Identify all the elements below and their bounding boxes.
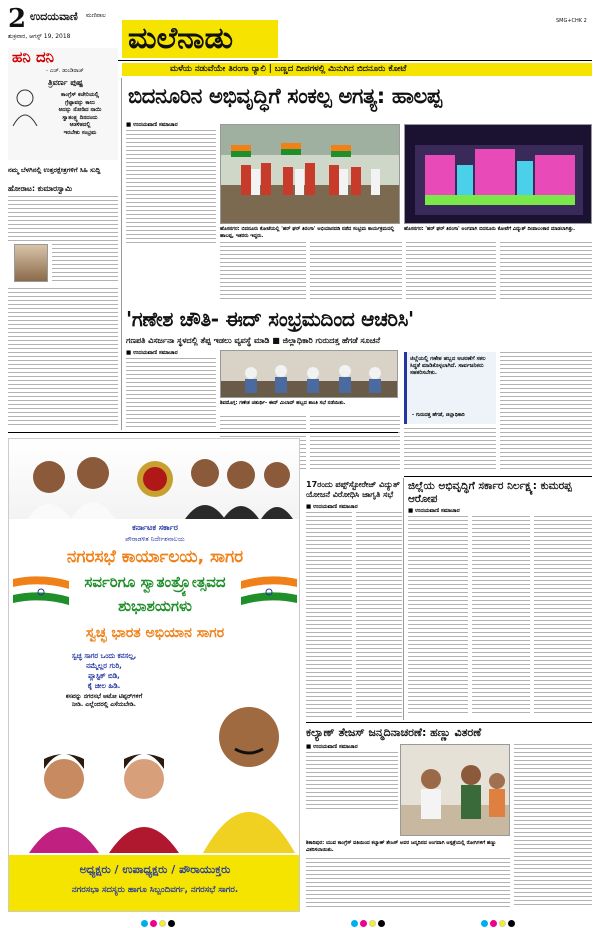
main-photo-1-caption: ಹೊಸನಗರ: ಬಿದನೂರು ಕೋಟೆಯಲ್ಲಿ 'ಹರ್ ಘರ್ ತಿರಂಗಾ' ಅಭಿಯಾನದಡಿ ನಡೆದ ಸಂಭ್ರಮ ಕಾರ್ಯಕ್ರಮದಲ್ಲಿ ಹಾಲಪ್ಪ, ಇತರರು ಇದ್ದರು.: [220, 226, 395, 239]
district-text-col2: [472, 516, 530, 716]
column-rule: [403, 478, 404, 720]
power-byline: ■ ಉದಯವಾಣಿ ಸಮಾಚಾರ: [306, 504, 358, 510]
main-text-col3: [310, 242, 402, 302]
district-byline: ■ ಉದಯವಾಣಿ ಸಮಾಚಾರ: [408, 508, 460, 514]
main-text-col4: [406, 242, 496, 302]
fruit-headline: ಕಲ್ಯಾಣ್ ತೇಜಸ್ ಜನ್ಮದಿನಾಚರಣೆ: ಹಣ್ಣು ವಿತರಣೆ: [306, 726, 482, 739]
ad-footer-1: ಅಧ್ಯಕ್ಷರು / ಉಪಾಧ್ಯಕ್ಷರು / ಪೌರಾಯುಕ್ತರು: [79, 863, 231, 876]
registration-dot: [499, 920, 506, 927]
section-rule: [306, 722, 592, 723]
power-text-col1: [306, 512, 352, 718]
portrait-vice-president: [29, 739, 99, 853]
slogan-line: ಸ್ವಚ್ಛ ಸಾಗರ ಒಂದು ಕನಸಲ್ಲ,: [71, 652, 137, 660]
registration-dot: [378, 920, 385, 927]
registration-dot: [150, 920, 157, 927]
leader-photos: [9, 439, 300, 519]
left-story-text: [52, 244, 118, 284]
main-photo-1: [220, 124, 400, 224]
hanidani-author: - ಎಚ್. ಡುಂಡಿರಾಜ್: [46, 68, 84, 74]
main-byline: ■ ಉದಯವಾಣಿ ಸಮಾಚಾರ: [126, 122, 178, 128]
ad-slogan: [29, 651, 179, 691]
registration-dot: [168, 920, 175, 927]
poem-line: ಸ್ವಾತಂತ್ರ್ಯ ದಿನದಂದು: [62, 114, 98, 121]
ad-note: [19, 693, 189, 709]
ganesha-photo-caption: ಶಿವಮೊಗ್ಗ: ಗಣೇಶ ಚತುರ್ಥಿ- ಈದ್ ಮಿಲಾದ್ ಹಬ್ಬದ ಶಾಂತಿ ಸಭೆ ನಡೆಯಿತು.: [220, 400, 346, 406]
ticker-text: ಮಳೆಯ ನಡುವೆಯೇ ತಿರಂಗಾ ರ್‍ಯಾಲಿ | ಬಣ್ಣದ ದೀಪಗಳಲ್ಲಿ ಮಿನುಗಿದ ಬಿದನೂರು ಕೋಟೆ: [170, 64, 407, 74]
issue-date: ಶುಕ್ರವಾರ, ಆಗಸ್ಟ್ 19, 2018: [8, 33, 71, 40]
slogan-line: ಪ್ಲಾಸ್ಟಿಕ್ ಬಿಡಿ,: [88, 672, 120, 680]
district-text-col1: [408, 516, 468, 716]
left-story-kicker: ನಮ್ಮ ಬೆಳಗಿನಲ್ಲಿ ಉತ್ತರಕ್ಷೇತ್ರಗಳಿಗೆ ಸಿಹಿ ಸುದ್ದಿ: [8, 166, 101, 174]
ganesha-quote: ಜಿಲ್ಲೆಯಲ್ಲಿ ಗಣೇಶ ಹಬ್ಬದ ಆಚರಣೆಗೆ ಸಕಲ ಸಿದ್ಧತೆ ಮಾಡಿಕೊಳ್ಳಲಾಗಿದೆ. ಸಾರ್ವಜನಿಕರು ಸಹಕರಿಸಬೇಕು.: [410, 356, 486, 376]
ad-greeting-2: ಶುಭಾಶಯಗಳು: [118, 597, 192, 615]
left-story-photo: [14, 244, 48, 282]
portrait-commissioner: [109, 739, 179, 853]
registration-dot: [159, 920, 166, 927]
registration-dot: [508, 920, 515, 927]
section-rule: [404, 476, 592, 477]
fruit-byline: ■ ಉದಯವಾಣಿ ಸಮಾಚಾರ: [306, 744, 358, 750]
registration-marks: [350, 912, 386, 928]
ad-note-line: ನೀಡಿ. ಎಲ್ಲೆಂದರಲ್ಲಿ ಎಸೆಯಬೇಡಿ.: [72, 701, 136, 708]
edition-label: ಮಣಿಪಾಲ: [86, 12, 106, 19]
poem-title: ತ್ರಿವರ್ಣ ಪುಷ್ಪ: [48, 78, 83, 87]
registration-marks: [480, 912, 516, 928]
registration-dot: [481, 920, 488, 927]
poem-body: [44, 92, 116, 137]
poem-line: ಕಾಂಗ್ರೆಸ್ ಕಚೇರಿಯಲ್ಲಿ: [61, 92, 99, 98]
ganesha-byline: ■ ಉದಯವಾಣಿ ಸಮಾಚಾರ: [126, 350, 178, 356]
ad-govt: ಕರ್ನಾಟಕ ಸರ್ಕಾರ: [132, 523, 178, 532]
ad-campaign: ಸ್ವಚ್ಛ ಭಾರತ ಅಭಿಯಾನ ಸಾಗರ: [85, 625, 225, 641]
left-story-text: [8, 196, 118, 242]
registration-dot: [360, 920, 367, 927]
hanidani-title: ಹನಿ ದನಿ: [12, 48, 54, 66]
poem-line: ಆಡಳಿತದಲ್ಲಿ: [69, 122, 91, 128]
ad-directorate: ಪೌರಾಡಳಿತ ನಿರ್ದೇಶನಾಲಯ: [125, 535, 185, 543]
ad-footer-2: ನಗರಸಭಾ ಸದಸ್ಯರು ಹಾಗೂ ಸಿಬ್ಬಂದಿವರ್ಗ, ನಗರಸಭೆ ಸಾಗರ.: [71, 885, 239, 895]
fruit-text-col2: [306, 858, 510, 908]
main-headline: ಬಿದನೂರಿನ ಅಭಿವೃದ್ಧಿಗೆ ಸಂಕಲ್ಪ ಅಗತ್ಯ: ಹಾಲಪ್ಪ: [128, 84, 442, 108]
page-code: SMG+CHK 2: [556, 18, 587, 24]
registration-dot: [351, 920, 358, 927]
left-story-headline: ಹೋರಾಟ: ಕುಮಾರಸ್ವಾಮಿ: [8, 184, 73, 193]
poem-line: ಅದನ್ನು ನೋಡಿದ ನಾಯಿ: [58, 107, 102, 113]
registration-dot: [141, 920, 148, 927]
ganesha-headline: 'ಗಣೇಶ ಚೌತಿ- ಈದ್ ಸಂಭ್ರಮದಿಂದ ಆಚರಿಸಿ': [126, 307, 414, 331]
fruit-text-col3: [514, 744, 592, 908]
govt-ad: [8, 438, 300, 912]
slogan-line: ಕೈ ಚೀಲ ಹಿಡಿ.: [87, 682, 121, 690]
paper-name: ಉದಯವಾಣಿ: [30, 10, 78, 23]
fruit-photo-caption: ಶಿಕಾರಿಪುರ: ಯುವ ಕಾಂಗ್ರೆಸ್ ವತಿಯಿಂದ ಕಲ್ಯಾಣ್ ತೇಜಸ್ ಅವರ ಜನ್ಮದಿನದ ಅಂಗವಾಗಿ ಆಸ್ಪತ್ರೆಯಲ್ಲಿ ರೋಗಿಗಳಿಗೆ ಹಣ್ಣು ವಿತರಿಸಲಾಯಿತು.: [306, 840, 497, 853]
left-column-rule: [121, 78, 122, 430]
ad-note-line: ಕಸವನ್ನು ನಗರಸಭೆ ಆಟೋ ಟಿಪ್ಪರ್‌ಗಳಿಗೆ: [65, 693, 143, 700]
ganesha-text-col3: [310, 416, 400, 472]
power-headline: 17ರಂದು ಪಪ್ಪ್‌ಸ್ಟೋರೇಜ್ ವಿದ್ಯುತ್ ಯೋಜನೆ ವಿರೋಧಿಸಿ ಜಾಗೃತಿ ಸಭೆ: [306, 480, 400, 499]
ganesha-text-col4: [500, 352, 592, 472]
section-title: ಮಲೆನಾಡು: [128, 21, 234, 56]
registration-marks: [140, 912, 176, 928]
registration-dot: [490, 920, 497, 927]
page-number: 2: [8, 4, 27, 34]
ganesha-text-col5: [404, 428, 496, 472]
section-rule: [8, 432, 398, 433]
ganesha-quote-author: - ಗುರುದತ್ತ ಹೆಗಡೆ, ಜಿಲ್ಲಾಧಿಕಾರಿ: [412, 412, 465, 418]
main-text-col5: [500, 242, 592, 302]
main-photo-2-caption: ಹೊಸನಗರ: 'ಹರ್ ಘರ್ ತಿರಂಗಾ' ಅಂಗವಾಗಿ ಬಿದನೂರು ಕೋಟೆಗೆ ವಿದ್ಯುತ್ ದೀಪಾಲಂಕಾರ ಮಾಡಲಾಗಿತ್ತು.: [404, 226, 576, 232]
ganesha-photo: [220, 350, 398, 398]
main-photo-2: [404, 124, 592, 224]
ad-greeting-1: ಸರ್ವರಿಗೂ ಸ್ವಾತಂತ್ರ್ಯೋತ್ಸವದ: [84, 573, 226, 591]
ganesha-subhead: ಗಣಪತಿ ವಿಸರ್ಜನಾ ಸ್ಥಳದಲ್ಲಿ ತೆಪ್ಪ ಇಡಲು ವ್ಯವಸ್ಥೆ ಮಾಡಿ ■ ಜಿಲ್ಲಾಧಿಕಾರಿ ಗುರುದತ್ತ ಹೆಗಡೆ ಸೂಚನೆ: [126, 336, 381, 345]
fruit-photo: [400, 744, 510, 836]
registration-dot: [369, 920, 376, 927]
district-headline: ಜಿಲ್ಲೆಯ ಅಭಿವೃದ್ಧಿಗೆ ಸರ್ಕಾರ ನಿರ್ಲಕ್ಷ್ಯ: ಕುಮರಪ್ಪ ಆರೋಪ: [408, 480, 572, 505]
ganesha-text-col1: [126, 358, 216, 428]
district-text-col3: [534, 516, 592, 716]
main-text-col2: [220, 242, 306, 302]
ad-office: ನಗರಸಭೆ ಕಾರ್ಯಾಲಯ, ಸಾಗರ: [66, 547, 244, 567]
main-text-col1: [126, 130, 216, 246]
poem-line: ಗ್ರೆಟ್ಟಾವನ್ನು ಕಾಲು: [64, 99, 96, 106]
slogan-line: ನಮ್ಮೆಲ್ಲರ ಗುರಿ,: [86, 662, 122, 670]
author-cartoon: [10, 86, 40, 126]
power-text-col2: [356, 512, 402, 718]
poem-line: ಇರಬೇಕು ಸಂಭ್ರಮ: [63, 129, 97, 136]
left-story-text: [8, 288, 118, 428]
fruit-text-col1: [306, 752, 398, 812]
portrait-president: [199, 679, 299, 853]
